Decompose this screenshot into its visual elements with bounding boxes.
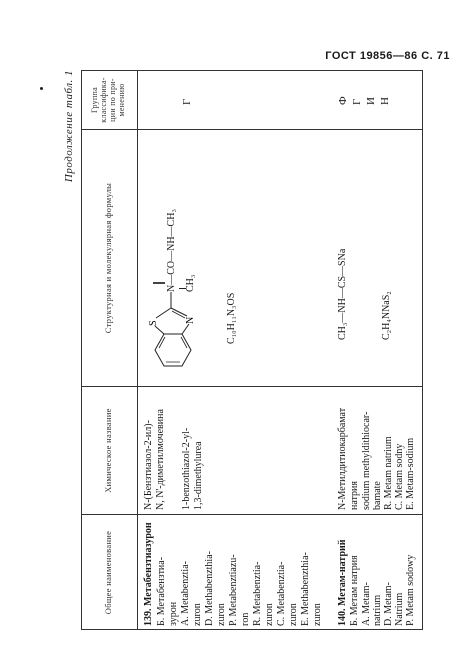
row140-name-8: C. Metam sodny <box>394 443 405 510</box>
row140-group-2: И <box>365 97 377 105</box>
row140-chem-1: натрия <box>349 481 360 510</box>
table-caption: Продолжение табл. 1 <box>63 70 75 183</box>
benzene-ring <box>155 334 191 366</box>
row140-name-5: Natrium <box>394 592 405 626</box>
row139-name-0: 139. Метабензтиазурон <box>143 522 154 626</box>
row139-molecular-formula: C₁₀H₁₁N₃OS <box>226 292 237 344</box>
row139-name-11: C. Metabenztia- <box>276 561 287 626</box>
nitrogen-atom-label: N <box>185 316 196 324</box>
thiazole-bond-c-s <box>156 308 171 318</box>
benzene-double-bond-2 <box>159 337 165 348</box>
column-header-group: Группа классифика-ции по при-менению <box>90 77 126 123</box>
row139-name-13: E. Methabenzthia- <box>300 552 311 626</box>
row140-name-1: Б. Метам натрия <box>349 555 360 626</box>
row140-chem-4: sodium methyldithiocar- <box>361 411 372 510</box>
benzothiazole-structure <box>141 282 211 372</box>
sulfur-atom-label: S <box>148 320 159 326</box>
row139-chem-0: N-(Бензтиазол-2-ил)- <box>143 420 154 510</box>
header-rule <box>137 70 138 630</box>
row139-formula-substituent: CH₃ <box>185 274 196 292</box>
row139-formula-chain: N—CO—NH—CH₃ <box>166 209 177 292</box>
row139-chem-4: 1-benzothiazol-2-yl- <box>181 427 192 510</box>
row139-name-9: R. Metabenztia- <box>252 561 263 626</box>
row140-name-9: E. Metam-sodium <box>405 437 416 510</box>
row139-group-0: Г <box>181 98 193 105</box>
column-header-chemical: Химическое название <box>103 408 114 493</box>
row139-chem-5: 1,3-dimethylurea <box>193 441 204 510</box>
row139-name-3: А. Metabenztia- <box>180 561 191 626</box>
row139-name-10: zuron <box>264 603 275 626</box>
thiazole-bond-n <box>182 324 189 334</box>
row139-name-12: zuron <box>288 603 299 626</box>
row140-name-6: P. Metam sodowy <box>405 554 416 626</box>
row140-name-3: natrium <box>372 594 383 626</box>
row139-name-6: zuron <box>216 603 227 626</box>
row139-chem-1: N, N'-диметилмочевина <box>155 409 166 510</box>
row139-name-14: zuron <box>312 603 323 626</box>
table-bottom-rule <box>422 70 423 630</box>
row140-name-4: D. Metam- <box>383 582 394 626</box>
row140-name-0: 140. Метам-натрий <box>337 539 348 626</box>
benzene-double-bond-3 <box>181 337 187 348</box>
page-header: ГОСТ 19856—86 С. 71 <box>325 50 450 62</box>
thiazole-bond-s <box>155 326 164 334</box>
row140-group-1: Г <box>351 98 363 105</box>
row139-name-7: P. Metabenztiazu- <box>228 554 239 626</box>
row140-group-3: Н <box>379 97 391 105</box>
row140-name-7: R. Metam natrium <box>383 436 394 510</box>
row140-chem-0: N-Метилдитиокарбамат <box>337 407 348 510</box>
row139-name-5: D. Methabenzthia- <box>204 551 215 626</box>
row139-name-1: Б. Метабензтиа- <box>156 556 167 626</box>
row139-name-8: ron <box>240 612 251 626</box>
row139-name-4: zuron <box>192 603 203 626</box>
row140-chem-5: bamate <box>372 481 383 510</box>
row140-name-2: А. Metam- <box>361 582 372 626</box>
row140-group-0: Ф <box>337 96 349 105</box>
rotated-table-page <box>63 70 423 630</box>
column-header-formula: Структурная и молекулярная формулы <box>103 182 114 334</box>
speck <box>40 87 43 90</box>
row139-name-2: зурон <box>168 601 179 626</box>
data-table <box>81 70 423 630</box>
row140-formula-line: CH₃—NH—CS—SNa <box>337 248 348 340</box>
row140-molecular-formula: C₂H₄NNaS₂ <box>381 291 392 340</box>
column-header-name: Общее наименование <box>103 530 114 615</box>
